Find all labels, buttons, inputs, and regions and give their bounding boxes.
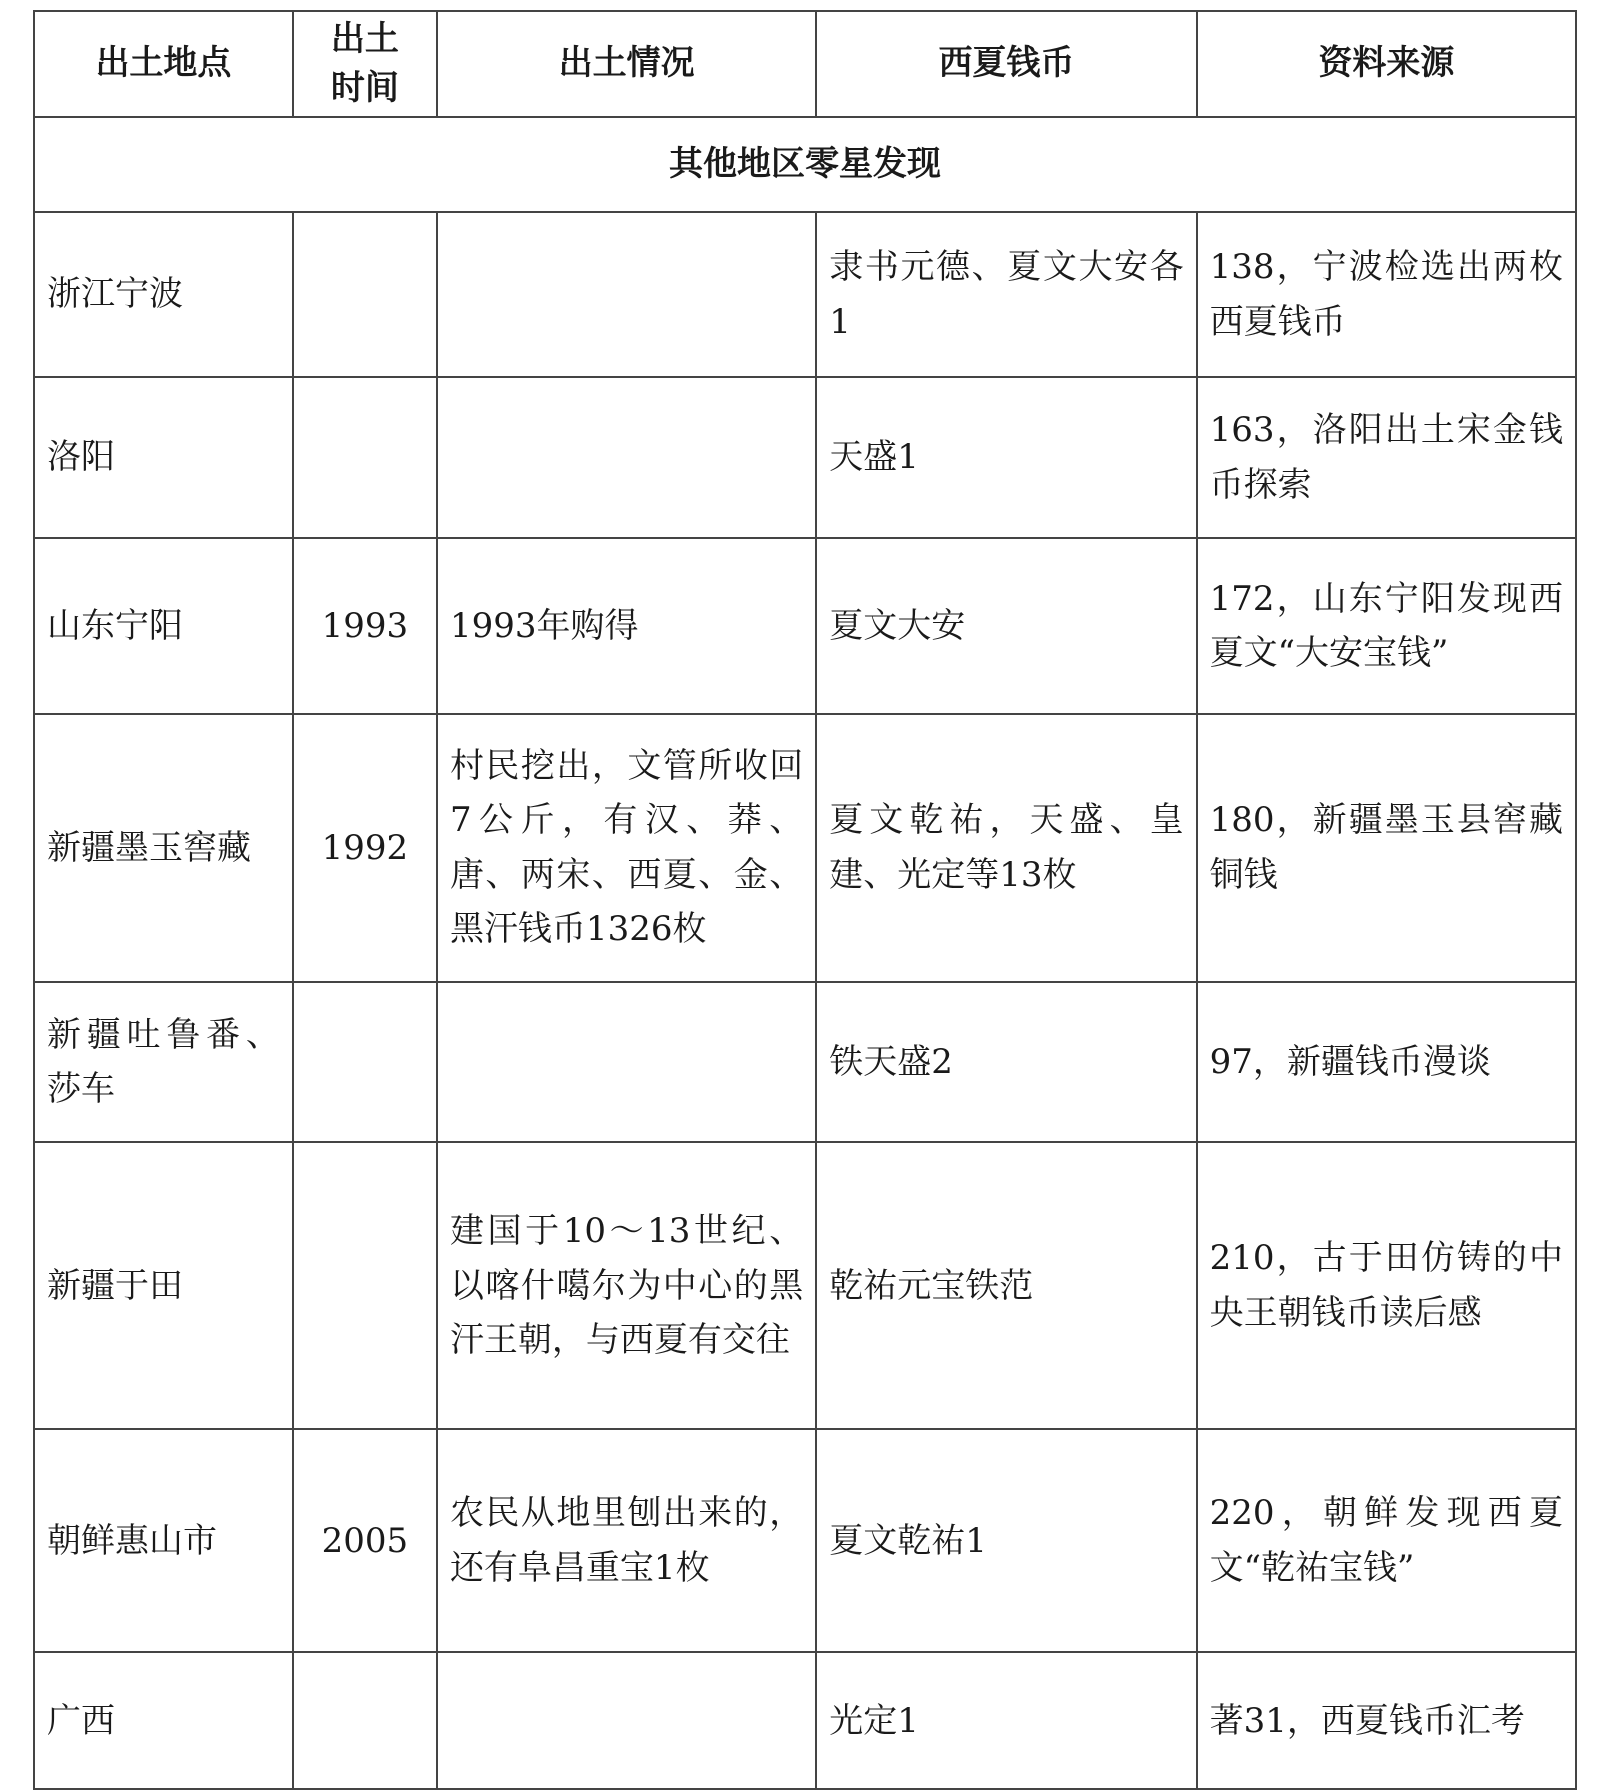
cell-situation xyxy=(437,377,816,538)
header-coins: 西夏钱币 xyxy=(816,11,1196,117)
cell-coins: 铁天盛2 xyxy=(816,982,1196,1143)
header-row xyxy=(34,11,1576,117)
cell-source: 163，洛阳出土宋金钱币探索 xyxy=(1197,377,1576,538)
cell-source: 97，新疆钱币漫谈 xyxy=(1197,982,1576,1143)
cell-situation xyxy=(437,212,816,377)
cell-source: 172，山东宁阳发现西夏文“大安宝钱” xyxy=(1197,538,1576,714)
cell-place: 新疆于田 xyxy=(34,1142,293,1429)
table-row xyxy=(34,212,1576,377)
cell-situation: 村民挖出，文管所收回7公斤，有汉、莽、唐、两宋、西夏、金、黑汗钱币1326枚 xyxy=(437,714,816,982)
section-row xyxy=(34,117,1576,212)
coin-find-table xyxy=(33,10,1577,1790)
section-title: 其他地区零星发现 xyxy=(34,117,1576,212)
cell-year xyxy=(293,212,437,377)
cell-situation: 1993年购得 xyxy=(437,538,816,714)
header-year: 出土 时间 xyxy=(293,11,437,117)
cell-coins: 夏文大安 xyxy=(816,538,1196,714)
cell-place: 朝鲜惠山市 xyxy=(34,1429,293,1652)
cell-situation xyxy=(437,982,816,1143)
cell-place: 浙江宁波 xyxy=(34,212,293,377)
cell-coins: 光定1 xyxy=(816,1652,1196,1789)
header-place: 出土地点 xyxy=(34,11,293,117)
cell-place: 洛阳 xyxy=(34,377,293,538)
cell-coins: 乾祐元宝铁范 xyxy=(816,1142,1196,1429)
cell-year xyxy=(293,982,437,1143)
cell-source: 138，宁波检选出两枚西夏钱币 xyxy=(1197,212,1576,377)
cell-year: 1993 xyxy=(293,538,437,714)
cell-source: 著31，西夏钱币汇考 xyxy=(1197,1652,1576,1789)
cell-situation: 农民从地里刨出来的，还有阜昌重宝1枚 xyxy=(437,1429,816,1652)
table-row xyxy=(34,1652,1576,1789)
cell-place: 新疆吐鲁番、莎车 xyxy=(34,982,293,1143)
cell-place: 广西 xyxy=(34,1652,293,1789)
table-row xyxy=(34,538,1576,714)
header-source: 资料来源 xyxy=(1197,11,1576,117)
cell-source: 180，新疆墨玉县窖藏铜钱 xyxy=(1197,714,1576,982)
cell-situation: 建国于10～13世纪、以喀什噶尔为中心的黑汗王朝，与西夏有交往 xyxy=(437,1142,816,1429)
table-row xyxy=(34,714,1576,982)
table-row xyxy=(34,982,1576,1143)
cell-coins: 天盛1 xyxy=(816,377,1196,538)
cell-situation xyxy=(437,1652,816,1789)
cell-year: 1992 xyxy=(293,714,437,982)
cell-coins: 隶书元德、夏文大安各1 xyxy=(816,212,1196,377)
cell-year xyxy=(293,1142,437,1429)
cell-place: 新疆墨玉窖藏 xyxy=(34,714,293,982)
cell-source: 210，古于田仿铸的中央王朝钱币读后感 xyxy=(1197,1142,1576,1429)
table-row xyxy=(34,377,1576,538)
cell-year xyxy=(293,1652,437,1789)
cell-year xyxy=(293,377,437,538)
cell-year: 2005 xyxy=(293,1429,437,1652)
cell-coins: 夏文乾祐1 xyxy=(816,1429,1196,1652)
header-situation: 出土情况 xyxy=(437,11,816,117)
table-row xyxy=(34,1142,1576,1429)
cell-place: 山东宁阳 xyxy=(34,538,293,714)
cell-coins: 夏文乾祐，天盛、皇建、光定等13枚 xyxy=(816,714,1196,982)
table-row xyxy=(34,1429,1576,1652)
cell-source: 220，朝鲜发现西夏文“乾祐宝钱” xyxy=(1197,1429,1576,1652)
